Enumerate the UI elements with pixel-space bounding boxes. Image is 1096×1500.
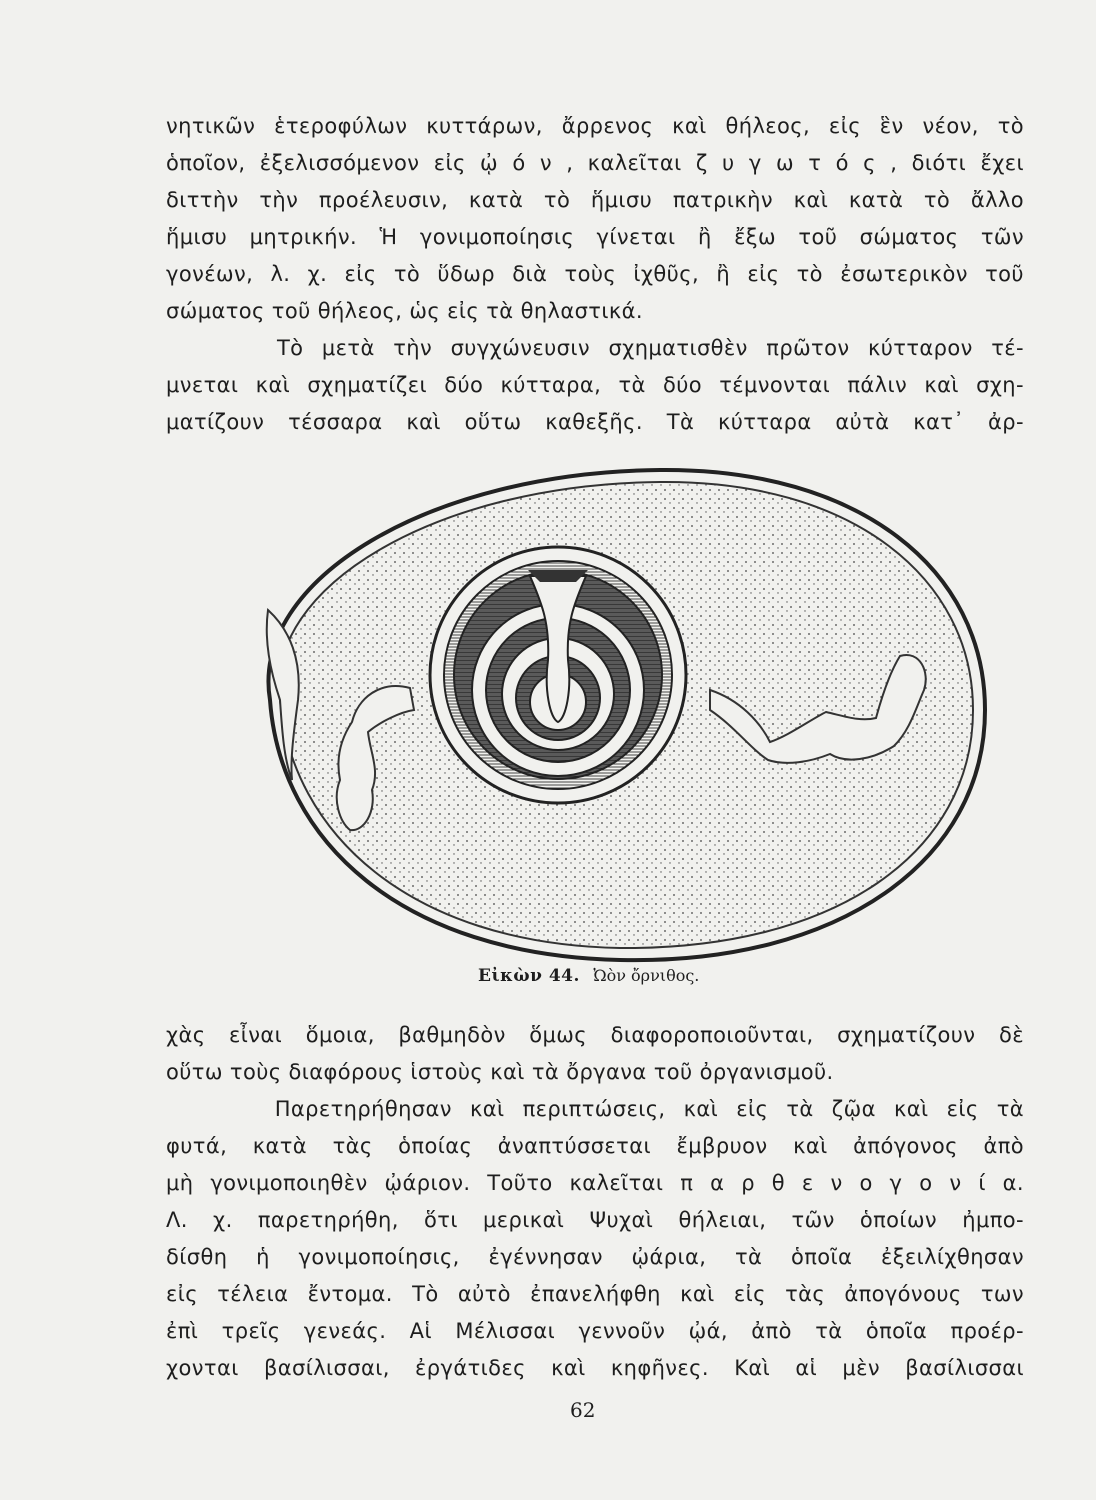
text-line: ἐπὶ τρεῖς γενεάς. Αἱ Μέλισσαι γεννοῦν ᾠά, ἀπὸ τὰ ὁποῖα προέρ- (166, 1319, 1024, 1343)
text-line: χονται βασίλισσαι, ἐργάτιδες καὶ κηφῆνες. Καὶ αἱ μὲν βασίλισσαι (166, 1356, 1024, 1380)
text-line: γονέων, λ. χ. εἰς τὸ ὕδωρ διὰ τοὺς ἰχθῦς, ἢ εἰς τὸ ἐσωτερικὸν τοῦ (166, 262, 1024, 286)
text-line: Τὸ μετὰ τὴν συγχώνευσιν σχηματισθὲν πρῶτον κύτταρον τέ- (166, 336, 1024, 360)
text-line: ματίζουν τέσσαρα καὶ οὕτω καθεξῆς. Τὰ κύτταρα αὐτὰ κατ᾽ ἀρ- (166, 410, 1024, 434)
caption-text: Ὠὸν ὄρνιθος. (593, 966, 700, 985)
text-line: νητικῶν ἑτεροφύλων κυττάρων, ἄρρενος καὶ θήλεος, εἰς ἓν νέον, τὸ (166, 114, 1024, 138)
text-line: ὁποῖον, ἐξελισσόμενον εἰς ᾠ ό ν , καλεῖται ζ υ γ ω τ ό ς , διότι ἔχει (166, 151, 1024, 175)
text-line: σώματος τοῦ θήλεος, ὡς εἰς τὰ θηλαστικά. (166, 299, 643, 323)
text-line: εἰς τέλεια ἔντομα. Τὸ αὐτὸ ἐπανελήφθη καὶ εἰς τὰς ἀπογόνους των (166, 1282, 1024, 1306)
figure-caption (478, 966, 699, 986)
text-line: Λ. χ. παρετηρήθη, ὅτι μερικαὶ Ψυχαὶ θήλειαι, τῶν ὁποίων ἠμπο- (166, 1208, 1024, 1232)
caption-label: Εἰκὼν 44. (478, 966, 580, 986)
text-line: ἥμισυ μητρικήν. Ἡ γονιμοποίησις γίνεται ἢ ἔξω τοῦ σώματος τῶν (166, 225, 1024, 249)
egg-illustration (240, 460, 1020, 970)
page-number: 62 (570, 1398, 596, 1422)
text-line: μὴ γονιμοποιηθὲν ᾠάριον. Τοῦτο καλεῖται π α ρ θ ε ν ο γ ο ν ί α. (166, 1171, 1024, 1195)
text-line: οὕτω τοὺς διαφόρους ἱστοὺς καὶ τὰ ὄργανα τοῦ ὀργανισμοῦ. (166, 1060, 834, 1084)
text-line: Παρετηρήθησαν καὶ περιπτώσεις, καὶ εἰς τὰ ζῷα καὶ εἰς τὰ (166, 1097, 1024, 1121)
text-line: μνεται καὶ σχηματίζει δύο κύτταρα, τὰ δύο τέμνονται πάλιν καὶ σχη- (166, 373, 1024, 397)
text-line: διττὴν τὴν προέλευσιν, κατὰ τὸ ἥμισυ πατρικὴν καὶ κατὰ τὸ ἄλλο (166, 188, 1024, 212)
bottom-paragraphs (166, 1017, 1024, 1387)
text-line: χὰς εἶναι ὅμοια, βαθμηδὸν ὅμως διαφοροποιοῦνται, σχηματίζουν δὲ (166, 1023, 1024, 1047)
top-paragraphs (166, 108, 1024, 441)
text-line: δίσθη ἡ γονιμοποίησις, ἐγέννησαν ᾠάρια, τὰ ὁποῖα ἐξειλίχθησαν (166, 1245, 1024, 1269)
text-line: φυτά, κατὰ τὰς ὁποίας ἀναπτύσσεται ἔμβρυον καὶ ἀπόγονος ἀπὸ (166, 1134, 1024, 1158)
